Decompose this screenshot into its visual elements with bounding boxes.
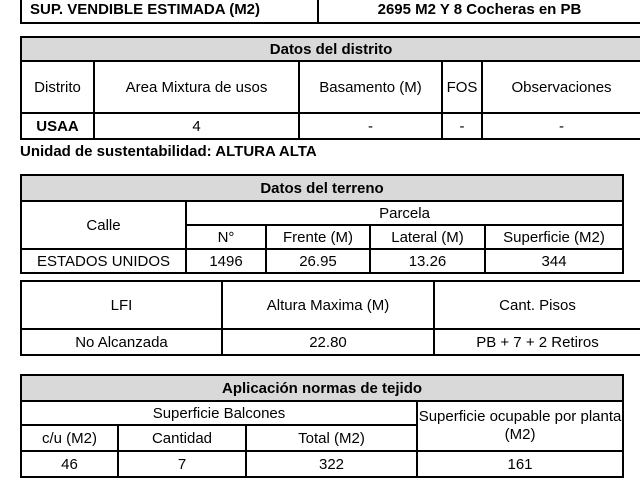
distrito-value-observaciones: -: [482, 113, 640, 139]
distrito-title: Datos del distrito: [21, 37, 640, 61]
parcela-value-frente: 26.95: [266, 249, 370, 273]
parcela-header-numero: N°: [186, 225, 266, 249]
distrito-value-distrito: USAA: [21, 113, 94, 139]
balcones-header: Superficie Balcones: [21, 401, 417, 425]
parcela-value-superficie: 344: [485, 249, 623, 273]
calle-value: ESTADOS UNIDOS: [21, 249, 186, 273]
balcones-header-cantidad: Cantidad: [118, 425, 246, 451]
balcones-value-cu: 46: [21, 451, 118, 477]
tejido-title: Aplicación normas de tejido: [21, 375, 623, 401]
altura-value: 22.80: [222, 329, 434, 355]
calle-header: Calle: [21, 201, 186, 249]
parcela-value-numero: 1496: [186, 249, 266, 273]
summary-table: [20, 0, 640, 24]
ocupable-header: Superficie ocupable por planta (M2): [417, 401, 623, 451]
parcela-value-lateral: 13.26: [370, 249, 485, 273]
terreno-table-2: [20, 280, 640, 356]
parcela-header-lateral: Lateral (M): [370, 225, 485, 249]
distrito-header-distrito: Distrito: [21, 61, 94, 113]
parcela-header: Parcela: [186, 201, 623, 225]
altura-header: Altura Maxima (M): [222, 281, 434, 329]
sustentabilidad-note: Unidad de sustentabilidad: ALTURA ALTA: [20, 143, 317, 160]
lfi-header: LFI: [21, 281, 222, 329]
parcela-header-frente: Frente (M): [266, 225, 370, 249]
distrito-header-fos: FOS: [442, 61, 482, 113]
distrito-header-basamento: Basamento (M): [299, 61, 442, 113]
distrito-header-area: Area Mixtura de usos: [94, 61, 299, 113]
terreno-table: [20, 174, 624, 274]
sup-vendible-value: 2695 M2 Y 8 Cocheras en PB: [318, 0, 640, 23]
ocupable-value: 161: [417, 451, 623, 477]
pisos-header: Cant. Pisos: [434, 281, 640, 329]
distrito-value-fos: -: [442, 113, 482, 139]
balcones-value-cantidad: 7: [118, 451, 246, 477]
balcones-value-total: 322: [246, 451, 417, 477]
pisos-value: PB + 7 + 2 Retiros: [434, 329, 640, 355]
lfi-value: No Alcanzada: [21, 329, 222, 355]
balcones-header-cu: c/u (M2): [21, 425, 118, 451]
distrito-value-area: 4: [94, 113, 299, 139]
terreno-title: Datos del terreno: [21, 175, 623, 201]
parcela-header-superficie: Superficie (M2): [485, 225, 623, 249]
distrito-table: [20, 36, 640, 140]
distrito-header-observaciones: Observaciones: [482, 61, 640, 113]
sup-vendible-label: SUP. VENDIBLE ESTIMADA (M2): [21, 0, 318, 23]
tejido-table: [20, 374, 624, 478]
distrito-value-basamento: -: [299, 113, 442, 139]
balcones-header-total: Total (M2): [246, 425, 417, 451]
